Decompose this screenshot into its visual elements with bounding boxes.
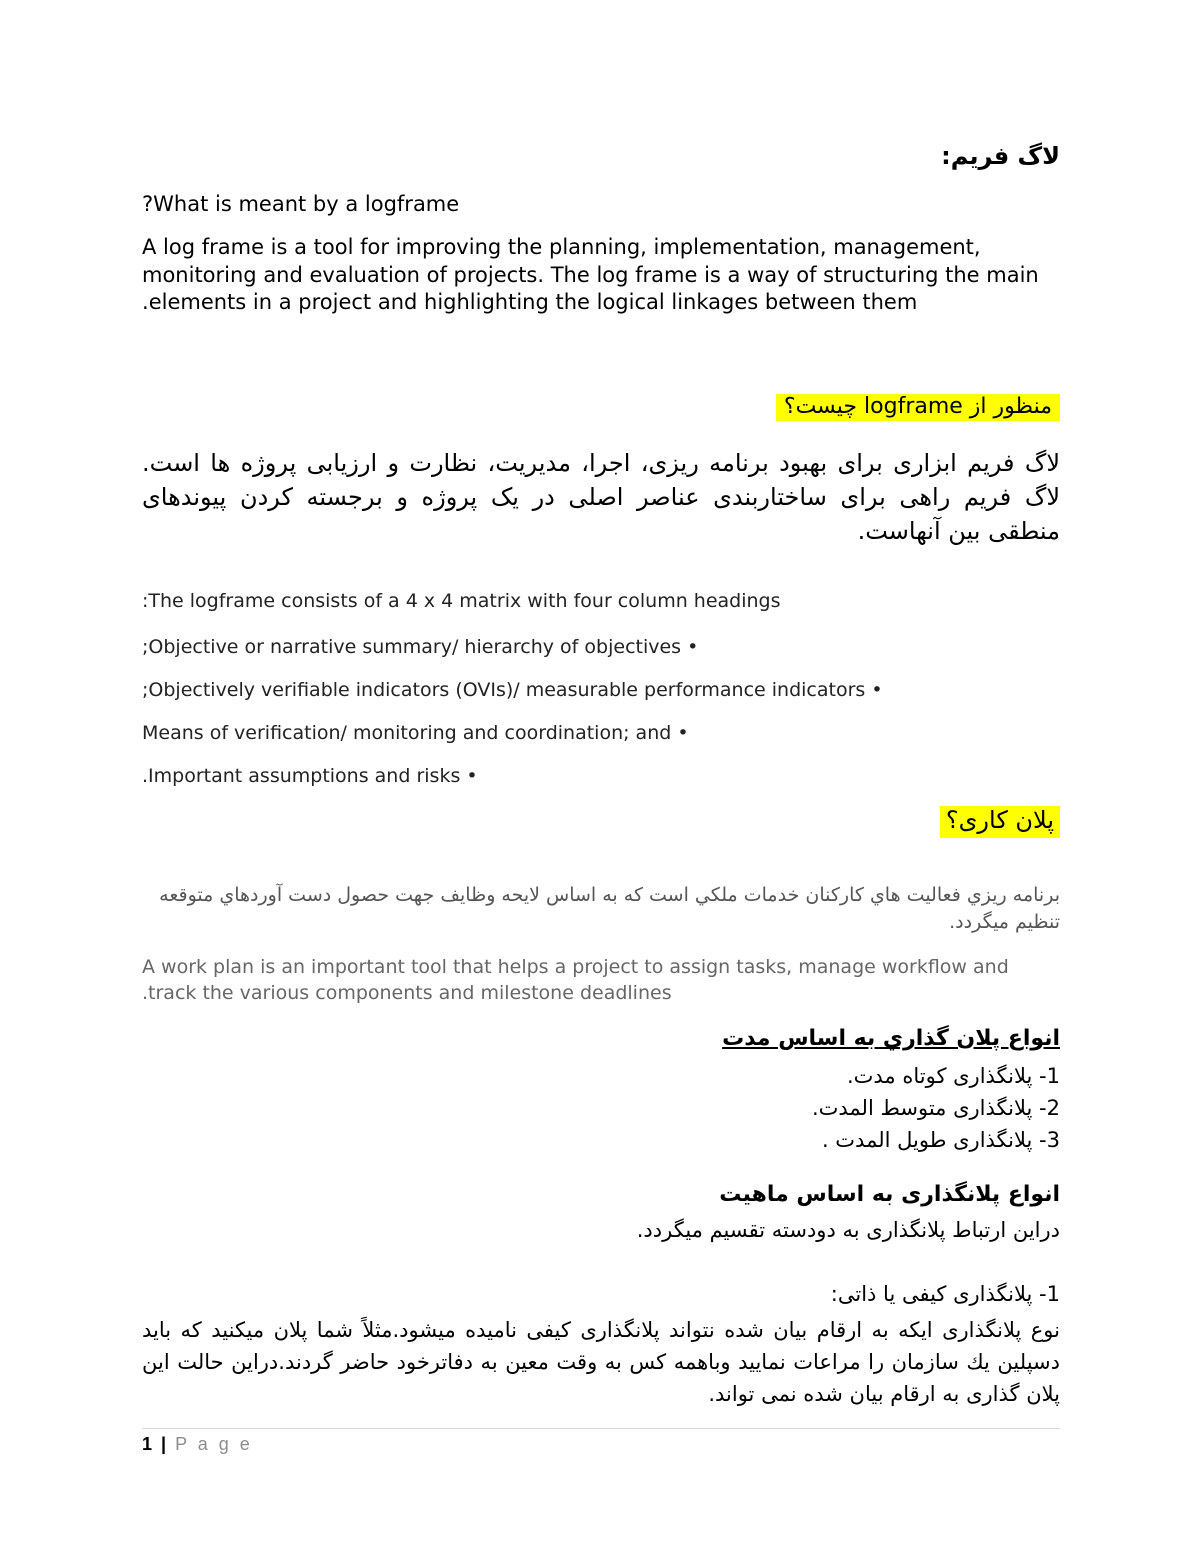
paragraph-english: A log frame is a tool for improving the planning, implementation, management, monitoring and evaluation of projects. The log frame is a way of structuring the main elements in a project and highlighting the logical linkages between them. (142, 235, 1039, 314)
list-item: • Objectively verifiable indicators (OVIs)/ measurable performance indicators; (142, 679, 883, 701)
heading-types-nature: انواع پلانگذاری به اساس ماهیت (719, 1182, 1060, 1207)
matrix-intro: The logframe consists of a 4 x 4 matrix with four column headings: (142, 590, 781, 612)
footer-separator: | (161, 1434, 167, 1454)
paragraph-workplan-persian: برنامه ريزي فعاليت هاي كاركنان خدمات ملكي است كه به اساس لايحه وظايف جهت حصول دست آوردهاي متوقعه تنظيم ميگردد. (159, 884, 1060, 933)
page-footer (142, 1434, 253, 1455)
nature-item1-text: نوع پلانگذاری ایکه به ارقام بیان شده نتواند پلانگذاری کیفی نامیده میشود.مثلاً شما پلان میکنید که باید دسپلین يك سازمان را مراعات نمایید وباهمه کس به وقت معین به دفاترخود حاضر گردند.دراین حالت این پلان گذاری به ارقام بیان شده نمی تواند. (142, 1318, 1060, 1406)
types-duration-list (142, 1060, 1060, 1156)
highlighted-workplan-heading: پلان کاری؟ (940, 806, 1060, 838)
bullet-list (142, 633, 1060, 805)
paragraph-workplan-english: A work plan is an important tool that helps a project to assign tasks, manage workflow and track the various components and milestone deadlines. (142, 956, 1009, 1004)
nature-intro: دراین ارتباط پلانگذاری به دودسته تقسیم میگردد. (636, 1218, 1060, 1242)
list-item: • Objective or narrative summary/ hierarchy of objectives; (142, 636, 699, 658)
page-label: P a g e (175, 1434, 253, 1454)
list-item: • Means of verification/ monitoring and coordination; and (142, 722, 689, 744)
list-item: 2- پلانگذاری متوسط المدت. (811, 1096, 1060, 1120)
list-item: 1- پلانگذاری کوتاه مدت. (846, 1064, 1060, 1088)
highlighted-question-heading: منظور از logframe چیست؟ (776, 394, 1060, 421)
nature-item1-title: 1- پلانگذاری کیفی یا ذاتی: (830, 1282, 1060, 1306)
question-english: What is meant by a logframe? (142, 192, 460, 216)
footer-divider (142, 1428, 1060, 1429)
list-item: 3- پلانگذاری طویل المدت . (821, 1128, 1060, 1152)
paragraph-persian: لاگ فریم ابزاری برای بهبود برنامه ریزی، اجرا، مدیریت، نظارت و ارزیابی پروژه ها است. لاگ فریم راهی برای ساختاربندی عناصر اصلی در یک پروژه و برجسته کردن پیوندهای منطقی بین آنهاست. (142, 449, 1060, 545)
page-number: 1 (142, 1434, 153, 1454)
heading-types-duration: انواع پلان گذاري به اساس مدت (722, 1026, 1060, 1051)
list-item: • Important assumptions and risks. (142, 765, 478, 787)
main-heading: لاگ فریم: (941, 142, 1060, 170)
